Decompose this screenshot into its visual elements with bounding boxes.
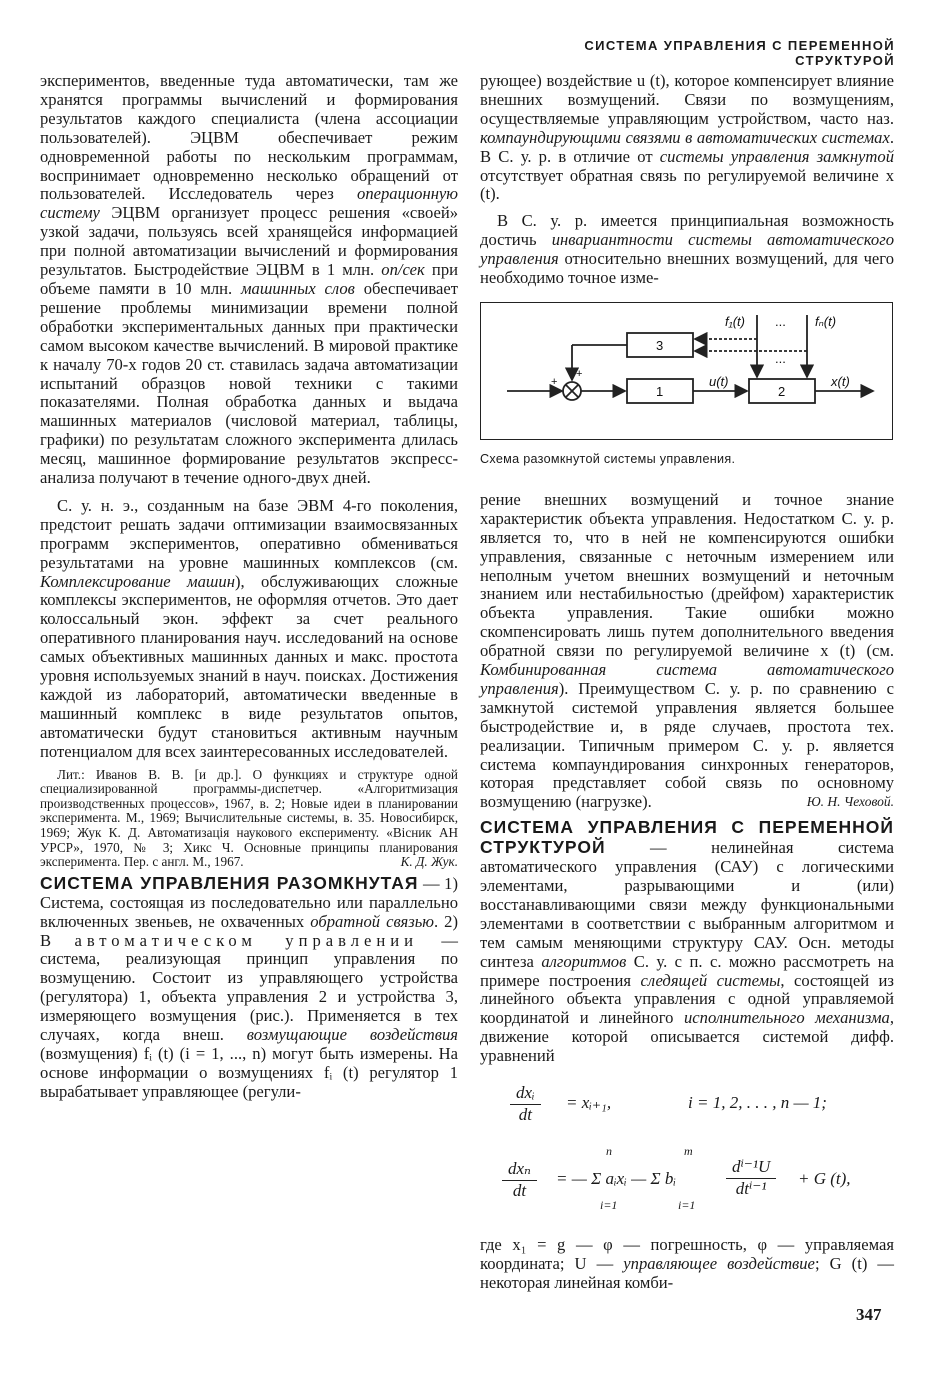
article-entry: СИСТЕМА УПРАВЛЕНИЯ С ПЕРЕМЕННОЙ СТРУКТУРОЙ — нелинейная система автоматического управления (САУ) с логическими элементами, разрывающими и (или) восстанавливающими связи между функциональными элементами в соответствии с выбранным алгоритмом и тем самым меняющими структуру САУ. Осн. методы синтеза алгоритмов С. у. с п. с. можно рассмотреть на примере построения следящей системы, состоящей из линейного объекта управления с одной управляемой координатой и линейного исполнительного механизма, движение которой описывается системой дифф. уравнений (480, 817, 895, 1066)
equation-fraction: dxₙ dt (502, 1160, 537, 1201)
control-signal-label: u(t) (709, 373, 729, 389)
equation-1 (480, 1078, 894, 1136)
disturbance-fn-label: fₙ(t) (815, 313, 837, 329)
article-entry: СИСТЕМА УПРАВЛЕНИЯ РАЗОМКНУТАЯ — 1) Система, состоящая из последовательно или параллельно включенных звеньев, не охваченных обратной связью. 2) В автоматическом управлении — система, реализующая принцип управления по возмущению. Состоит из управляющего устройства (регулятора) 1, объекта управления 2 и устройства 3, измеряющего возмущения (рис.). Применяется в тех случаях, когда внеш. возмущающие воздействия (возмущения) fᵢ (t) (i = 1, ..., n) могут быть измерены. На основе информации о возмущениях fᵢ (t) регулятор 1 вырабатывает управляющее (регули- (40, 872, 459, 1101)
literature-note: Лит.: Иванов В. В. [и др.]. О функциях и структуре одной специализированной программы-диспетчер. «Алгоритмизация производственных процессов», 1967, в. 2; Новые идеи в планировании эксперимента. М., 1969; Вычислительные системы, в. 35. Новосибирск, 1969; Жук К. Д. Автоматизація наукового експерименту. «Вісник АН УРСР», 1970, № 3; Хикс Ч. Основные принципы планирования эксперимента. Пер. с англ. М., 1967. К. Д. Жук. (40, 766, 458, 870)
sum-lower-limit: i=1 (678, 1198, 696, 1213)
block-3-label: 3 (656, 337, 664, 353)
dots-label: ... (775, 313, 786, 329)
equation-rhs: = — Σ aᵢxᵢ — Σ bᵢ (556, 1169, 677, 1189)
paragraph: рение внешних возмущений и точное знание характеристик объекта управления. Недостатком С. у. р. является то, что в ней не компенсируются ошибки управления, связанные с неточным измерением или неполным учетом внешних возмущений и неточным знанием или нестабильностью (дрейфом) характеристик объекта управления. Такие ошибки можно скомпенсировать лишь путем дополнительного введения обратной связи по регулируемой величине x (t) (см. Комбинированная система автоматического управления). Преимуществом С. у. р. по сравнению с замкнутой системой управления является большее быстродействие и, в ряде случаев, простота тех. реализации. Типичным примером С. у. р. является система компаундирования синхронных генераторов, которая представляет собой связь по основному возмущению (нагрузке). Ю. Н. Чеховой. (480, 489, 894, 812)
sum-lower-limit: i=1 (600, 1198, 618, 1213)
plus-sign: + (551, 375, 558, 388)
disturbance-f1-label: f₁(t) (725, 313, 745, 329)
paragraph: С. у. н. э., созданным на базе ЭВМ 4-го поколения, предстоит решать задачи оптимизации взаимосвязанных программ экспериментов, оперативно обмениваться результатами на уровне машинных комплексов (см. Комплексирование машин), обслуживающих сложные комплексы экспериментов, не оформляя отчетов. Это дает колоссальный экон. эффект за счет реального оперативного планирования науч. исследований на основе самых объективных машинных данных и макс. простота уровня используемых знаний в науч. поисках. Достижения каждой из лабораторий, автоматически введенные в машинный комплекс в виде результатов опытов, автоматически будут становиться активным научным потенциалом для всех заинтересованных исследователей. (40, 495, 458, 761)
equation-tail: + G (t), (798, 1169, 851, 1189)
paragraph: экспериментов, введенные туда автоматически, там же хранятся программы вычислений и формирования результатов каждого специалиста (члена ассоциации пользователей). ЭЦВМ обеспечивает режим одновременной работы по нескольким программам, воспринимает одновременно несколько обращений от пользователей. Исследователь через операционную систему ЭЦВМ организует процесс решения «своей» узкой задачи, пользуясь всей хранящейся информацией при полной автоматизации вычислений и формирования результатов. Быстродействие ЭЦВМ в 1 млн. оп/сек при объеме памяти в 10 млн. машинных слов обеспечивает решение проблемы минимизации времени полной обработки экспериментальных данных при практически самом высоком качестве вычислений. В мировой практике к началу 70-х годов 20 ст. ставилась задача автоматизации испытаний образцов новой техники с такими показателями. Полная обработка данных и выдача машинных материалов (числовой материал, таблицы, графики) по результатам сложного эксперимента длилась месяц, машинное формирование результатов экспресс-анализа получают в течение одного-двух дней. (40, 71, 459, 488)
left-column (40, 72, 458, 1102)
equation-fraction: dⁱ⁻¹U dtⁱ⁻¹ (726, 1158, 776, 1199)
block-diagram (480, 302, 893, 440)
equation-range: i = 1, 2, . . . , n — 1; (688, 1093, 827, 1113)
paragraph: где x₁ = g — φ — погрешность, φ — управляемая координата; U — управляющее воздействие; G (t) — некоторая линейная комби- (480, 1235, 895, 1292)
block-2-label: 2 (778, 383, 786, 399)
right-column (480, 72, 894, 1293)
output-signal-label: x(t) (831, 373, 850, 389)
paragraph: рующее) воздействие u (t), которое компенсирует влияние внешних возмущений. Связи по возмущениям, осуществляемые управляющим устройством, часто наз. компаундирующими связями в автоматических системах. В С. у. р. в отличие от системы управления замкнутой отсутствует обратная связь по регулируемой величине x (t). (480, 71, 894, 204)
dots-label-2: ... (775, 350, 786, 366)
equation-fraction: dxᵢ dt (510, 1084, 541, 1125)
sum-upper-limit: m (684, 1144, 693, 1159)
plus-sign: + (576, 367, 583, 380)
article-heading: СИСТЕМА УПРАВЛЕНИЯ С ПЕРЕМЕННОЙ СТРУКТУРОЙ (480, 817, 894, 858)
figure-caption: Схема разомкнутой системы управления. (480, 451, 736, 466)
diagram-svg (481, 303, 892, 439)
sum-upper-limit: n (606, 1144, 612, 1159)
equation-rhs: = xᵢ₊₁, (566, 1093, 612, 1113)
block-1-label: 1 (656, 383, 664, 399)
paragraph: В С. у. р. имеется принципиальная возможность достичь инвариантности системы автоматического управления относительно внешних возмущений, для чего необходимо точное изме- (480, 211, 894, 288)
page-number: 347 (856, 1305, 882, 1324)
article-heading: СИСТЕМА УПРАВЛЕНИЯ РАЗОМКНУТАЯ (40, 872, 419, 893)
equation-2 (480, 1136, 894, 1228)
running-head: СИСТЕМА УПРАВЛЕНИЯ С ПЕРЕМЕННОЙ СТРУКТУРОЙ (584, 38, 895, 68)
